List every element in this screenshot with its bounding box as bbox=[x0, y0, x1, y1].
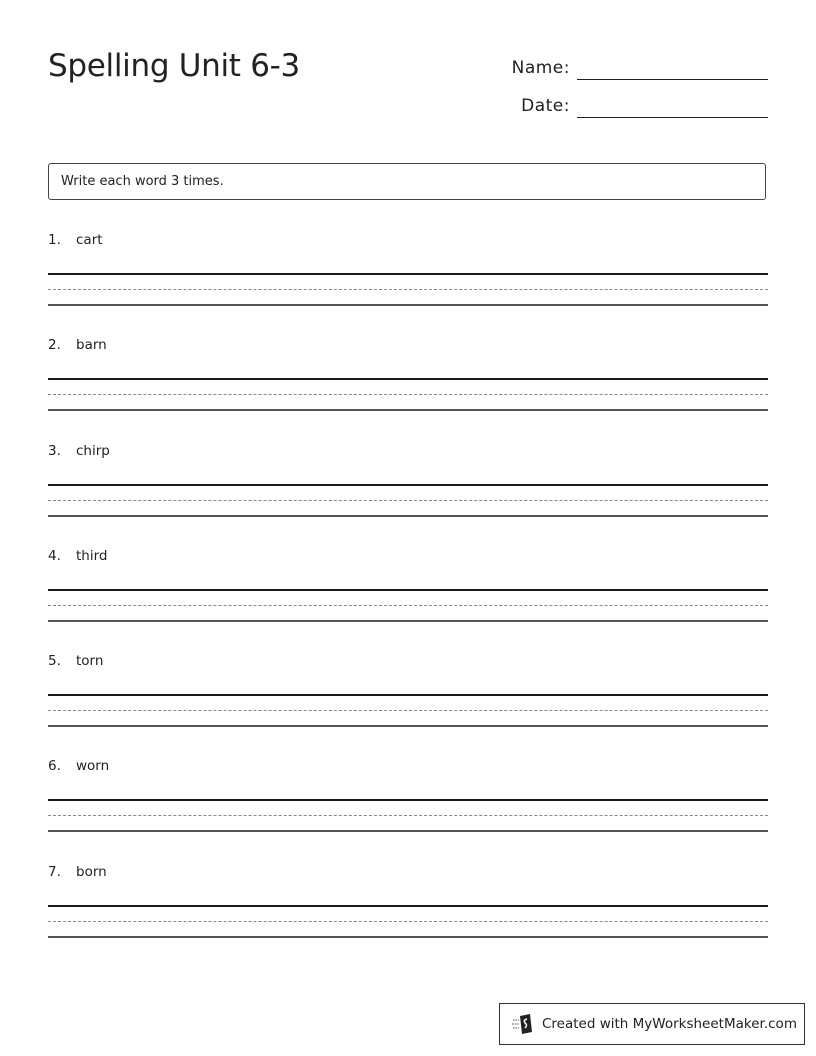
item-word: third bbox=[76, 547, 108, 564]
item-word: barn bbox=[76, 337, 107, 354]
writing-line-mid bbox=[48, 289, 768, 290]
item-word: worn bbox=[76, 758, 110, 775]
writing-line-top[interactable] bbox=[48, 799, 768, 801]
writing-line-base bbox=[48, 304, 768, 306]
item-number: 2. bbox=[48, 337, 61, 354]
date-label: Date: bbox=[521, 96, 570, 116]
writing-line-base bbox=[48, 725, 768, 727]
word-item bbox=[48, 439, 768, 544]
footer-text[interactable]: Created with MyWorksheetMaker.com bbox=[542, 1016, 797, 1032]
item-number: 7. bbox=[48, 863, 61, 880]
page-title: Spelling Unit 6-3 bbox=[48, 48, 300, 84]
footer-badge[interactable] bbox=[499, 1003, 805, 1045]
word-item bbox=[48, 544, 768, 649]
writing-line-base bbox=[48, 936, 768, 938]
item-number: 6. bbox=[48, 758, 61, 775]
date-line[interactable] bbox=[577, 117, 768, 118]
writing-line-base bbox=[48, 620, 768, 622]
writing-line-mid bbox=[48, 394, 768, 395]
writing-line-top[interactable] bbox=[48, 589, 768, 591]
name-field[interactable] bbox=[500, 50, 768, 80]
worksheet-logo-icon bbox=[512, 1013, 534, 1035]
name-line[interactable] bbox=[577, 79, 768, 80]
instructions-box: Write each word 3 times. bbox=[48, 163, 766, 200]
item-word: chirp bbox=[76, 442, 110, 459]
writing-line-top[interactable] bbox=[48, 273, 768, 275]
item-number: 3. bbox=[48, 442, 61, 459]
writing-line-base bbox=[48, 830, 768, 832]
word-item bbox=[48, 649, 768, 754]
word-item bbox=[48, 333, 768, 438]
writing-line-top[interactable] bbox=[48, 694, 768, 696]
writing-line-mid bbox=[48, 815, 768, 816]
item-number: 1. bbox=[48, 232, 61, 248]
writing-line-top[interactable] bbox=[48, 905, 768, 907]
writing-line-mid bbox=[48, 605, 768, 606]
item-number: 4. bbox=[48, 547, 61, 564]
writing-line-mid bbox=[48, 710, 768, 711]
word-item bbox=[48, 860, 768, 965]
writing-line-mid bbox=[48, 500, 768, 501]
writing-line-top[interactable] bbox=[48, 484, 768, 486]
writing-line-top[interactable] bbox=[48, 378, 768, 380]
writing-line-mid bbox=[48, 921, 768, 922]
item-word: cart bbox=[76, 232, 103, 248]
item-word: born bbox=[76, 863, 107, 880]
word-list bbox=[48, 228, 768, 965]
writing-line-base bbox=[48, 409, 768, 411]
writing-line-base bbox=[48, 515, 768, 517]
item-number: 5. bbox=[48, 653, 61, 670]
word-item bbox=[48, 228, 768, 333]
item-word: torn bbox=[76, 653, 104, 670]
date-field[interactable] bbox=[500, 88, 768, 118]
word-item bbox=[48, 754, 768, 859]
name-label: Name: bbox=[511, 58, 570, 78]
